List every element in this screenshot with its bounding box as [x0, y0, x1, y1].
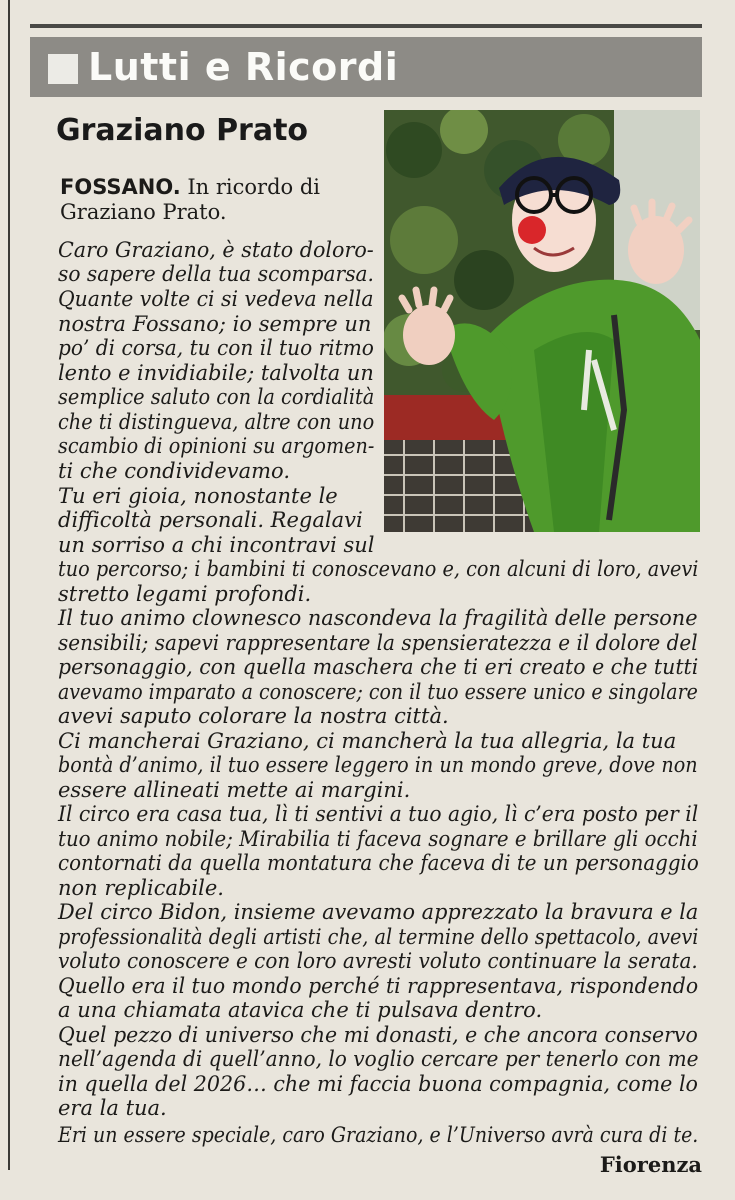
body-line: stretto legami profondi. [58, 582, 312, 606]
body-line: avevi saputo colorare la nostra città. [58, 704, 449, 728]
body-line: sensibili; sapevi rappresentare la spensieratezza e il dolore del [58, 631, 698, 655]
section-square-icon [48, 54, 78, 84]
body-line: Quel pezzo di universo che mi donasti, e che ancora conservo [58, 1023, 698, 1047]
body-line: ti che condividevamo. [58, 459, 291, 483]
body-line: Il tuo animo clownesco nascondeva la fragilità delle persone [58, 606, 698, 630]
page-edge-rule [8, 0, 10, 1170]
body-line: Quante volte ci si vedeva nella [58, 287, 374, 311]
body-line: personaggio, con quella maschera che ti eri creato e che tutti [58, 655, 699, 679]
body-line: Del circo Bidon, insieme avevamo apprezzato la bravura e la [58, 900, 699, 924]
body-line: un sorriso a chi incontravi sul [58, 533, 375, 557]
body-line: bontà d’animo, il tuo essere leggero in un mondo greve, dove non [58, 753, 698, 777]
body-line: in quella del 2026… che mi faccia buona compagnia, come lo [58, 1072, 698, 1096]
body-line: Ci mancherai Graziano, ci mancherà la tua allegria, la tua [58, 729, 677, 753]
body-line: che ti distingueva, altre con uno [58, 410, 375, 434]
section-title: Lutti e Ricordi [88, 45, 399, 89]
body-line: nell’agenda di quell’anno, lo voglio cercare per tenerlo con me [58, 1047, 699, 1071]
lead-line-2: Graziano Prato. [60, 200, 227, 224]
body-line: Eri un essere speciale, caro Graziano, e l’Universo avrà cura di te. [58, 1123, 699, 1147]
signature: Fiorenza [599, 1152, 702, 1177]
body-line: po’ di corsa, tu con il tuo ritmo [58, 336, 374, 360]
body-line: semplice saluto con la cordialità [58, 385, 375, 409]
body-line: avevamo imparato a conoscere; con il tuo essere unico e singolare [58, 680, 698, 704]
body-line: lento e invidiabile; talvolta un [58, 361, 374, 385]
lead-line-1 [60, 175, 320, 200]
body-line: voluto conoscere e con loro avresti voluto continuare la serata. [58, 949, 698, 973]
body-line: tuo percorso; i bambini ti conoscevano e, con alcuni di loro, avevi [58, 557, 699, 581]
body-line: Caro Graziano, è stato doloro- [58, 238, 374, 262]
body-line: tuo animo nobile; Mirabilia ti faceva sognare e brillare gli occhi [58, 827, 698, 851]
clown-photo [384, 110, 700, 532]
body-line: era la tua. [58, 1096, 167, 1120]
body-line: nostra Fossano; io sempre un [58, 312, 372, 336]
body-line: scambio di opinioni su argomen- [58, 434, 375, 458]
body-line: so sapere della tua scomparsa. [58, 262, 374, 286]
body-line: difficoltà personali. Regalavi [58, 508, 363, 532]
body-line: Tu eri gioia, nonostante le [58, 484, 338, 508]
article-title: Graziano Prato [56, 113, 309, 148]
lead-text: In ricordo di [187, 175, 321, 199]
body-line: non replicabile. [58, 876, 224, 900]
top-rule [30, 24, 702, 28]
body-line: a una chiamata atavica che ti pulsava dentro. [58, 998, 543, 1022]
body-line: Il circo era casa tua, lì ti sentivi a tuo agio, lì c’era posto per il [58, 802, 699, 826]
body-line: Quello era il tuo mondo perché ti rappresentava, rispondendo [58, 974, 699, 998]
body-line: professionalità degli artisti che, al termine dello spettacolo, avevi [58, 925, 699, 949]
body-line: contornati da quella montatura che faceva di te un personaggio [58, 851, 699, 875]
dateline: FOSSANO. [60, 175, 181, 199]
body-line: essere allineati mette ai margini. [58, 778, 411, 802]
section-header [30, 37, 702, 97]
